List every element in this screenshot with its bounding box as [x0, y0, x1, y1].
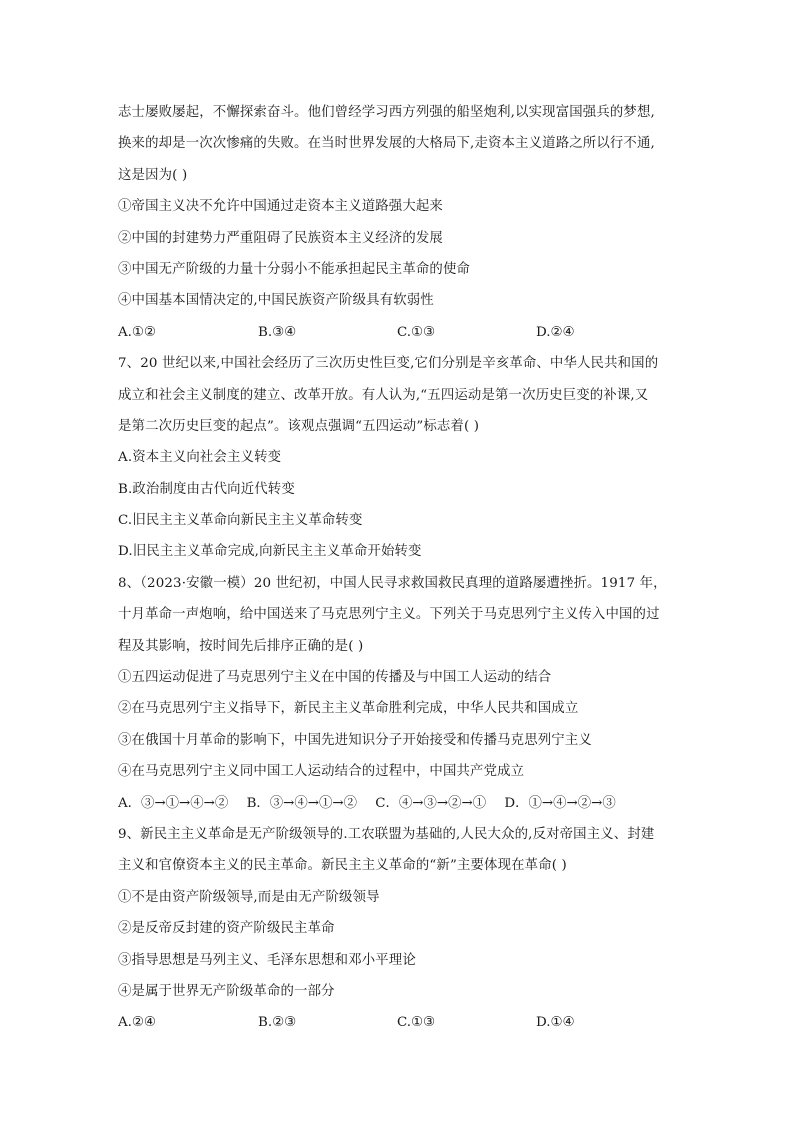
question-6-item-3: ③中国无产阶级的力量十分弱小不能承担起民主革命的使命: [118, 261, 471, 277]
question-6-stem-line-2: 换来的却是一次次惨痛的失败。在当时世界发展的大格局下,走资本主义道路之所以行不通,: [118, 136, 655, 152]
question-6-stem-line-1: 志士屡败屡起，不懈探索奋斗。他们曾经学习西方列强的船坚炮利,以实现富国强兵的梦想,: [118, 105, 655, 120]
question-6-option-c[interactable]: C.①③: [397, 324, 436, 340]
question-8-item-1: ①五四运动促进了马克思列宁主义在中国的传播及与中国工人运动的结合: [118, 670, 552, 686]
question-7-option-b[interactable]: B.政治制度由古代向近代转变: [118, 481, 295, 497]
question-9-item-2: ②是反帝反封建的资产阶级民主革命: [118, 921, 335, 937]
question-9-item-3: ③指导思想是马列主义、毛泽东思想和邓小平理论: [118, 952, 416, 968]
question-7-option-c[interactable]: C.旧民主主义革命向新民主主义革命转变: [118, 513, 363, 529]
question-6-item-4: ④中国基本国情决定的,中国民族资产阶级具有软弱性: [118, 293, 434, 309]
question-8-item-3: ③在俄国十月革命的影响下，中国先进知识分子开始接受和传播马克思列宁主义: [118, 732, 592, 748]
question-9-option-a[interactable]: A.②④: [118, 1015, 156, 1031]
question-9-item-1: ①不是由资产阶级领导,而是由无产阶级领导: [118, 889, 380, 905]
question-6-options: [118, 317, 678, 348]
question-7-stem-line-1: 7、20 世纪以来,中国社会经历了三次历史性巨变,它们分别是辛亥革命、中华人民共和国的: [118, 356, 659, 372]
question-8-stem-line-1: 8、（2023·安徽一模）20 世纪初，中国人民寻求救国救民真理的道路屡遭挫折。1917 年，: [118, 575, 667, 591]
question-6-stem-line-3: 这是因为( ): [118, 167, 188, 183]
question-7-option-a[interactable]: A.资本主义向社会主义转变: [118, 450, 282, 466]
question-8: [118, 568, 678, 819]
question-8-options: [118, 788, 678, 819]
question-9-option-d[interactable]: D.①④: [536, 1015, 575, 1031]
question-8-option-a[interactable]: A．③→①→④→②: [118, 795, 229, 811]
question-6-option-b[interactable]: B.③④: [258, 324, 297, 340]
question-9-item-4: ④是属于世界无产阶级革命的一部分: [118, 983, 335, 999]
question-8-item-4: ④在马克思列宁主义同中国工人运动结合的过程中，中国共产党成立: [118, 764, 525, 780]
question-7-option-d[interactable]: D.旧民主主义革命完成,向新民主主义革命开始转变: [118, 544, 422, 560]
question-7-stem-line-2: 成立和社会主义制度的建立、改革开放。有人认为,“五四运动是第一次历史巨变的补课,又: [118, 387, 649, 403]
question-6-option-a[interactable]: A.①②: [118, 324, 156, 340]
question-7: [118, 348, 678, 568]
question-8-stem-line-3: 程及其影响，按时间先后排序正确的是( ): [118, 638, 364, 654]
exam-page: [118, 97, 678, 1039]
question-8-option-b[interactable]: B．③→④→①→②: [246, 795, 358, 811]
question-6-option-d[interactable]: D.②④: [536, 324, 575, 340]
question-6-item-1: ①帝国主义决不允许中国通过走资本主义道路强大起来: [118, 199, 443, 215]
question-8-stem-line-2: 十月革命一声炮响，给中国送来了马克思列宁主义。下列关于马克思列宁主义传入中国的过: [118, 607, 660, 623]
question-9-option-b[interactable]: B.②③: [258, 1015, 297, 1031]
question-9-stem-line-1: 9、新民主主义革命是无产阶级领导的.工农联盟为基础的,人民大众的,反对帝国主义、封建: [118, 826, 655, 842]
question-9-option-c[interactable]: C.①③: [397, 1015, 436, 1031]
question-9-options: [118, 1007, 678, 1038]
question-8-item-2: ②在马克思列宁主义指导下，新民主主义革命胜利完成，中华人民共和国成立: [118, 701, 579, 717]
question-8-option-c[interactable]: C．④→③→②→①: [375, 795, 487, 811]
question-6: [118, 97, 678, 348]
question-7-stem-line-3: 是第二次历史巨变的起点”。该观点强调“五四运动”标志着( ): [118, 418, 480, 434]
question-6-item-2: ②中国的封建势力严重阻碍了民族资本主义经济的发展: [118, 230, 443, 246]
question-9-stem-line-2: 主义和官僚资本主义的民主革命。新民主主义革命的“新”主要体现在革命( ): [118, 858, 567, 874]
question-8-option-d[interactable]: D．①→④→②→③: [504, 795, 616, 811]
question-9: [118, 819, 678, 1039]
